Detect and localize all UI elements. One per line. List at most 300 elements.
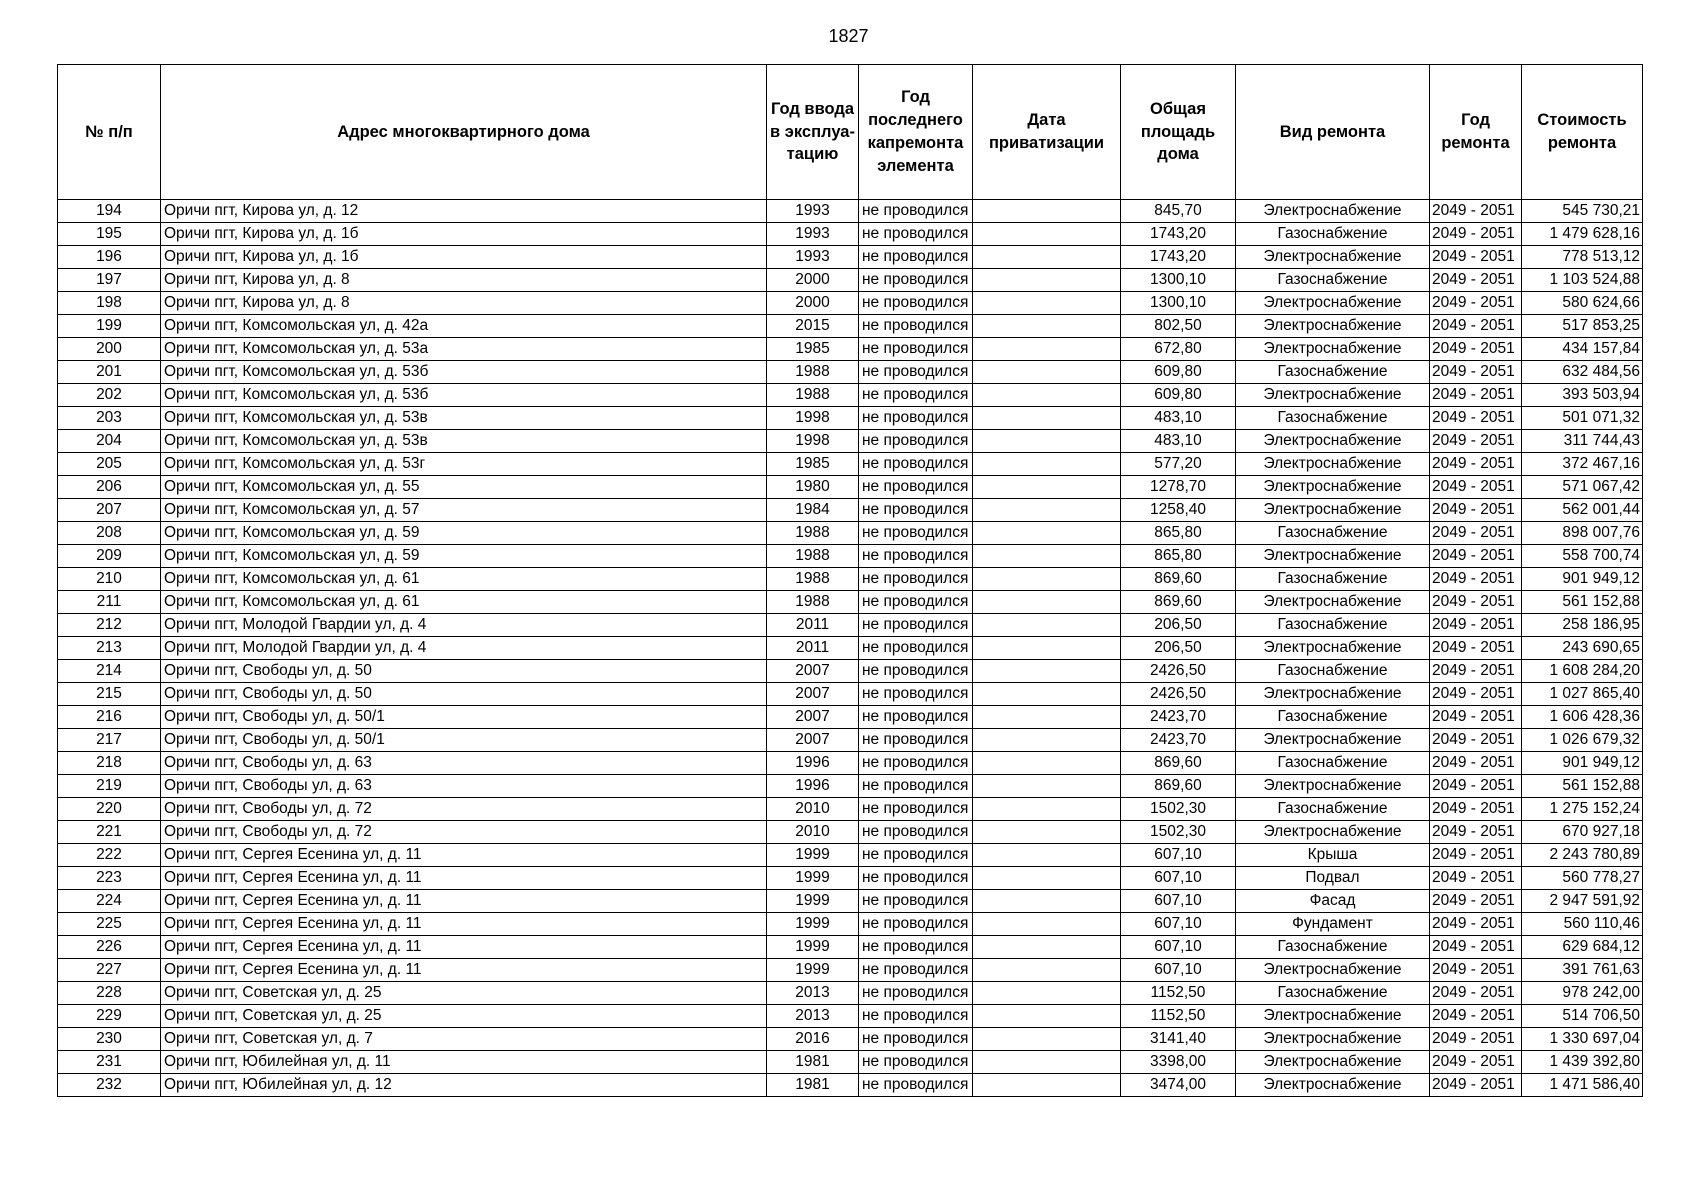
- cell-num: 197: [58, 269, 161, 292]
- cell-repair-type: Электроснабжение: [1236, 499, 1430, 522]
- page-number: 1827: [828, 26, 869, 46]
- cell-repair-type: Электроснабжение: [1236, 384, 1430, 407]
- table-row: [58, 315, 1643, 338]
- cell-address: Оричи пгт, Советская ул, д. 25: [161, 982, 767, 1005]
- cell-year-built: 1999: [767, 844, 859, 867]
- cell-repair-period: 2049 - 2051: [1430, 292, 1522, 315]
- cell-privatization: [973, 982, 1121, 1005]
- cell-repair-period: 2049 - 2051: [1430, 246, 1522, 269]
- cell-area: 607,10: [1121, 867, 1236, 890]
- cell-last-repair: не проводился: [859, 223, 973, 246]
- cell-area: 3474,00: [1121, 1074, 1236, 1097]
- table-row: [58, 614, 1643, 637]
- cell-cost: 372 467,16: [1522, 453, 1643, 476]
- cell-repair-period: 2049 - 2051: [1430, 476, 1522, 499]
- cell-area: 3141,40: [1121, 1028, 1236, 1051]
- cell-year-built: 1999: [767, 936, 859, 959]
- cell-repair-type: Электроснабжение: [1236, 775, 1430, 798]
- cell-area: 607,10: [1121, 913, 1236, 936]
- cell-repair-type: Газоснабжение: [1236, 269, 1430, 292]
- table-row: [58, 292, 1643, 315]
- cell-year-built: 1996: [767, 775, 859, 798]
- cell-last-repair: не проводился: [859, 545, 973, 568]
- cell-repair-period: 2049 - 2051: [1430, 821, 1522, 844]
- cell-year-built: 2000: [767, 269, 859, 292]
- table-row: [58, 982, 1643, 1005]
- cell-num: 228: [58, 982, 161, 1005]
- cell-num: 214: [58, 660, 161, 683]
- cell-num: 211: [58, 591, 161, 614]
- cell-address: Оричи пгт, Комсомольская ул, д. 42а: [161, 315, 767, 338]
- cell-area: 1258,40: [1121, 499, 1236, 522]
- cell-address: Оричи пгт, Кирова ул, д. 8: [161, 269, 767, 292]
- table-row: [58, 453, 1643, 476]
- cell-repair-type: Газоснабжение: [1236, 568, 1430, 591]
- cell-privatization: [973, 959, 1121, 982]
- cell-cost: 1 275 152,24: [1522, 798, 1643, 821]
- cell-num: 202: [58, 384, 161, 407]
- cell-cost: 629 684,12: [1522, 936, 1643, 959]
- cell-cost: 898 007,76: [1522, 522, 1643, 545]
- cell-area: 2423,70: [1121, 706, 1236, 729]
- cell-num: 208: [58, 522, 161, 545]
- cell-num: 225: [58, 913, 161, 936]
- cell-year-built: 1980: [767, 476, 859, 499]
- cell-address: Оричи пгт, Комсомольская ул, д. 61: [161, 568, 767, 591]
- cell-area: 672,80: [1121, 338, 1236, 361]
- cell-repair-period: 2049 - 2051: [1430, 1005, 1522, 1028]
- cell-privatization: [973, 936, 1121, 959]
- cell-year-built: 1985: [767, 338, 859, 361]
- table-row: [58, 890, 1643, 913]
- cell-area: 607,10: [1121, 890, 1236, 913]
- cell-privatization: [973, 545, 1121, 568]
- cell-cost: 2 243 780,89: [1522, 844, 1643, 867]
- cell-privatization: [973, 292, 1121, 315]
- cell-year-built: 2007: [767, 683, 859, 706]
- cell-address: Оричи пгт, Комсомольская ул, д. 61: [161, 591, 767, 614]
- cell-address: Оричи пгт, Комсомольская ул, д. 53г: [161, 453, 767, 476]
- table-row: [58, 683, 1643, 706]
- cell-privatization: [973, 200, 1121, 223]
- cell-area: 865,80: [1121, 522, 1236, 545]
- cell-cost: 1 479 628,16: [1522, 223, 1643, 246]
- cell-address: Оричи пгт, Комсомольская ул, д. 53б: [161, 361, 767, 384]
- cell-cost: 1 026 679,32: [1522, 729, 1643, 752]
- cell-repair-type: Электроснабжение: [1236, 476, 1430, 499]
- cell-privatization: [973, 821, 1121, 844]
- cell-num: 205: [58, 453, 161, 476]
- cell-repair-period: 2049 - 2051: [1430, 683, 1522, 706]
- cell-last-repair: не проводился: [859, 775, 973, 798]
- cell-repair-type: Электроснабжение: [1236, 959, 1430, 982]
- table-row: [58, 338, 1643, 361]
- cell-repair-period: 2049 - 2051: [1430, 338, 1522, 361]
- cell-repair-period: 2049 - 2051: [1430, 384, 1522, 407]
- cell-repair-period: 2049 - 2051: [1430, 936, 1522, 959]
- cell-repair-period: 2049 - 2051: [1430, 982, 1522, 1005]
- cell-repair-type: Фундамент: [1236, 913, 1430, 936]
- cell-area: 1300,10: [1121, 269, 1236, 292]
- repair-schedule-table: [57, 64, 1643, 1097]
- cell-repair-type: Газоснабжение: [1236, 798, 1430, 821]
- table-row: [58, 1074, 1643, 1097]
- cell-cost: 2 947 591,92: [1522, 890, 1643, 913]
- cell-repair-period: 2049 - 2051: [1430, 706, 1522, 729]
- cell-area: 577,20: [1121, 453, 1236, 476]
- cell-area: 865,80: [1121, 545, 1236, 568]
- cell-address: Оричи пгт, Юбилейная ул, д. 12: [161, 1074, 767, 1097]
- cell-address: Оричи пгт, Свободы ул, д. 50: [161, 660, 767, 683]
- table-row: [58, 568, 1643, 591]
- cell-privatization: [973, 1074, 1121, 1097]
- cell-last-repair: не проводился: [859, 453, 973, 476]
- cell-year-built: 2007: [767, 706, 859, 729]
- table-row: [58, 223, 1643, 246]
- cell-address: Оричи пгт, Кирова ул, д. 1б: [161, 246, 767, 269]
- cell-repair-type: Электроснабжение: [1236, 430, 1430, 453]
- cell-cost: 1 608 284,20: [1522, 660, 1643, 683]
- cell-num: 213: [58, 637, 161, 660]
- cell-privatization: [973, 361, 1121, 384]
- cell-cost: 243 690,65: [1522, 637, 1643, 660]
- col-header-area: Общая площадь дома: [1121, 65, 1236, 200]
- cell-area: 607,10: [1121, 936, 1236, 959]
- cell-year-built: 1998: [767, 407, 859, 430]
- cell-address: Оричи пгт, Кирова ул, д. 1б: [161, 223, 767, 246]
- cell-cost: 901 949,12: [1522, 752, 1643, 775]
- cell-repair-type: Электроснабжение: [1236, 1074, 1430, 1097]
- cell-area: 2423,70: [1121, 729, 1236, 752]
- cell-num: 212: [58, 614, 161, 637]
- cell-year-built: 2007: [767, 660, 859, 683]
- cell-last-repair: не проводился: [859, 1051, 973, 1074]
- cell-last-repair: не проводился: [859, 913, 973, 936]
- table-row: [58, 959, 1643, 982]
- cell-cost: 978 242,00: [1522, 982, 1643, 1005]
- cell-address: Оричи пгт, Сергея Есенина ул, д. 11: [161, 867, 767, 890]
- table-row: [58, 476, 1643, 499]
- cell-repair-period: 2049 - 2051: [1430, 269, 1522, 292]
- cell-repair-period: 2049 - 2051: [1430, 660, 1522, 683]
- cell-repair-type: Газоснабжение: [1236, 361, 1430, 384]
- cell-last-repair: не проводился: [859, 936, 973, 959]
- cell-last-repair: не проводился: [859, 867, 973, 890]
- cell-cost: 901 949,12: [1522, 568, 1643, 591]
- cell-address: Оричи пгт, Советская ул, д. 7: [161, 1028, 767, 1051]
- cell-num: 215: [58, 683, 161, 706]
- table-row: [58, 775, 1643, 798]
- cell-cost: 670 927,18: [1522, 821, 1643, 844]
- cell-cost: 561 152,88: [1522, 775, 1643, 798]
- cell-address: Оричи пгт, Сергея Есенина ул, д. 11: [161, 913, 767, 936]
- cell-last-repair: не проводился: [859, 1005, 973, 1028]
- cell-repair-period: 2049 - 2051: [1430, 200, 1522, 223]
- cell-year-built: 1988: [767, 591, 859, 614]
- cell-repair-type: Электроснабжение: [1236, 338, 1430, 361]
- cell-area: 206,50: [1121, 614, 1236, 637]
- table-row: [58, 522, 1643, 545]
- cell-cost: 1 330 697,04: [1522, 1028, 1643, 1051]
- cell-address: Оричи пгт, Сергея Есенина ул, д. 11: [161, 844, 767, 867]
- cell-cost: 580 624,66: [1522, 292, 1643, 315]
- cell-repair-period: 2049 - 2051: [1430, 1074, 1522, 1097]
- cell-repair-period: 2049 - 2051: [1430, 752, 1522, 775]
- cell-privatization: [973, 614, 1121, 637]
- cell-address: Оричи пгт, Комсомольская ул, д. 53а: [161, 338, 767, 361]
- cell-year-built: 1993: [767, 223, 859, 246]
- cell-privatization: [973, 568, 1121, 591]
- cell-cost: 571 067,42: [1522, 476, 1643, 499]
- cell-num: 219: [58, 775, 161, 798]
- cell-address: Оричи пгт, Сергея Есенина ул, д. 11: [161, 959, 767, 982]
- cell-privatization: [973, 1005, 1121, 1028]
- cell-num: 229: [58, 1005, 161, 1028]
- cell-address: Оричи пгт, Комсомольская ул, д. 53в: [161, 407, 767, 430]
- cell-num: 210: [58, 568, 161, 591]
- table-row: [58, 407, 1643, 430]
- cell-repair-type: Крыша: [1236, 844, 1430, 867]
- cell-last-repair: не проводился: [859, 890, 973, 913]
- cell-area: 869,60: [1121, 752, 1236, 775]
- cell-year-built: 1984: [767, 499, 859, 522]
- cell-privatization: [973, 752, 1121, 775]
- cell-year-built: 1993: [767, 200, 859, 223]
- cell-num: 223: [58, 867, 161, 890]
- cell-area: 483,10: [1121, 407, 1236, 430]
- table-row: [58, 821, 1643, 844]
- cell-num: 216: [58, 706, 161, 729]
- cell-num: 194: [58, 200, 161, 223]
- table-row: [58, 660, 1643, 683]
- cell-area: 3398,00: [1121, 1051, 1236, 1074]
- cell-repair-type: Электроснабжение: [1236, 683, 1430, 706]
- cell-last-repair: не проводился: [859, 361, 973, 384]
- cell-cost: 778 513,12: [1522, 246, 1643, 269]
- cell-num: 207: [58, 499, 161, 522]
- cell-area: 869,60: [1121, 591, 1236, 614]
- cell-privatization: [973, 499, 1121, 522]
- cell-cost: 561 152,88: [1522, 591, 1643, 614]
- cell-address: Оричи пгт, Советская ул, д. 25: [161, 1005, 767, 1028]
- cell-repair-period: 2049 - 2051: [1430, 453, 1522, 476]
- table-row: [58, 269, 1643, 292]
- cell-privatization: [973, 798, 1121, 821]
- cell-repair-period: 2049 - 2051: [1430, 798, 1522, 821]
- col-header-num: № п/п: [58, 65, 161, 200]
- cell-repair-period: 2049 - 2051: [1430, 361, 1522, 384]
- cell-last-repair: не проводился: [859, 660, 973, 683]
- cell-last-repair: не проводился: [859, 1028, 973, 1051]
- table-row: [58, 200, 1643, 223]
- col-header-privatization: Дата приватизации: [973, 65, 1121, 200]
- cell-address: Оричи пгт, Комсомольская ул, д. 59: [161, 522, 767, 545]
- table-row: [58, 1028, 1643, 1051]
- cell-year-built: 1985: [767, 453, 859, 476]
- cell-num: 231: [58, 1051, 161, 1074]
- cell-cost: 1 439 392,80: [1522, 1051, 1643, 1074]
- cell-year-built: 2010: [767, 821, 859, 844]
- cell-privatization: [973, 706, 1121, 729]
- cell-num: 204: [58, 430, 161, 453]
- cell-year-built: 1988: [767, 384, 859, 407]
- cell-area: 1502,30: [1121, 821, 1236, 844]
- table-row: [58, 384, 1643, 407]
- cell-area: 607,10: [1121, 959, 1236, 982]
- cell-last-repair: не проводился: [859, 982, 973, 1005]
- cell-privatization: [973, 867, 1121, 890]
- cell-address: Оричи пгт, Сергея Есенина ул, д. 11: [161, 936, 767, 959]
- cell-cost: 434 157,84: [1522, 338, 1643, 361]
- cell-area: 607,10: [1121, 844, 1236, 867]
- cell-repair-type: Электроснабжение: [1236, 292, 1430, 315]
- cell-address: Оричи пгт, Свободы ул, д. 72: [161, 821, 767, 844]
- table-header-row: [58, 65, 1643, 200]
- cell-num: 200: [58, 338, 161, 361]
- table-row: [58, 936, 1643, 959]
- cell-address: Оричи пгт, Кирова ул, д. 12: [161, 200, 767, 223]
- cell-repair-type: Газоснабжение: [1236, 936, 1430, 959]
- cell-cost: 558 700,74: [1522, 545, 1643, 568]
- cell-privatization: [973, 407, 1121, 430]
- cell-address: Оричи пгт, Комсомольская ул, д. 59: [161, 545, 767, 568]
- cell-cost: 1 027 865,40: [1522, 683, 1643, 706]
- cell-address: Оричи пгт, Свободы ул, д. 63: [161, 775, 767, 798]
- table-row: [58, 844, 1643, 867]
- cell-repair-type: Газоснабжение: [1236, 660, 1430, 683]
- cell-last-repair: не проводился: [859, 591, 973, 614]
- table-row: [58, 913, 1643, 936]
- cell-repair-period: 2049 - 2051: [1430, 729, 1522, 752]
- cell-num: 230: [58, 1028, 161, 1051]
- cell-area: 845,70: [1121, 200, 1236, 223]
- cell-num: 232: [58, 1074, 161, 1097]
- cell-repair-type: Электроснабжение: [1236, 315, 1430, 338]
- cell-num: 227: [58, 959, 161, 982]
- cell-privatization: [973, 338, 1121, 361]
- cell-privatization: [973, 775, 1121, 798]
- cell-repair-type: Газоснабжение: [1236, 706, 1430, 729]
- col-header-repair-type: Вид ремонта: [1236, 65, 1430, 200]
- cell-last-repair: не проводился: [859, 315, 973, 338]
- cell-year-built: 1988: [767, 568, 859, 591]
- col-header-address: Адрес многоквартирного дома: [161, 65, 767, 200]
- cell-cost: 393 503,94: [1522, 384, 1643, 407]
- cell-num: 203: [58, 407, 161, 430]
- cell-year-built: 1999: [767, 959, 859, 982]
- cell-privatization: [973, 591, 1121, 614]
- cell-privatization: [973, 476, 1121, 499]
- cell-num: 217: [58, 729, 161, 752]
- cell-repair-type: Газоснабжение: [1236, 522, 1430, 545]
- cell-address: Оричи пгт, Молодой Гвардии ул, д. 4: [161, 614, 767, 637]
- cell-repair-type: Электроснабжение: [1236, 729, 1430, 752]
- cell-address: Оричи пгт, Комсомольская ул, д. 53в: [161, 430, 767, 453]
- cell-repair-period: 2049 - 2051: [1430, 614, 1522, 637]
- cell-year-built: 1981: [767, 1074, 859, 1097]
- cell-repair-type: Электроснабжение: [1236, 1005, 1430, 1028]
- cell-repair-type: Электроснабжение: [1236, 821, 1430, 844]
- cell-repair-period: 2049 - 2051: [1430, 407, 1522, 430]
- cell-area: 2426,50: [1121, 683, 1236, 706]
- cell-year-built: 1998: [767, 430, 859, 453]
- table-row: [58, 499, 1643, 522]
- cell-area: 1502,30: [1121, 798, 1236, 821]
- cell-repair-period: 2049 - 2051: [1430, 1028, 1522, 1051]
- cell-num: 220: [58, 798, 161, 821]
- cell-num: 196: [58, 246, 161, 269]
- cell-year-built: 2013: [767, 982, 859, 1005]
- cell-cost: 391 761,63: [1522, 959, 1643, 982]
- table-row: [58, 430, 1643, 453]
- cell-repair-type: Газоснабжение: [1236, 752, 1430, 775]
- cell-year-built: 1988: [767, 545, 859, 568]
- cell-last-repair: не проводился: [859, 637, 973, 660]
- cell-privatization: [973, 269, 1121, 292]
- table-row: [58, 361, 1643, 384]
- cell-year-built: 1993: [767, 246, 859, 269]
- cell-cost: 1 103 524,88: [1522, 269, 1643, 292]
- cell-repair-type: Газоснабжение: [1236, 982, 1430, 1005]
- cell-last-repair: не проводился: [859, 844, 973, 867]
- cell-last-repair: не проводился: [859, 1074, 973, 1097]
- cell-area: 2426,50: [1121, 660, 1236, 683]
- cell-privatization: [973, 660, 1121, 683]
- cell-last-repair: не проводился: [859, 683, 973, 706]
- cell-address: Оричи пгт, Свободы ул, д. 72: [161, 798, 767, 821]
- cell-year-built: 2011: [767, 614, 859, 637]
- cell-year-built: 2013: [767, 1005, 859, 1028]
- table-row: [58, 729, 1643, 752]
- cell-repair-type: Электроснабжение: [1236, 200, 1430, 223]
- cell-year-built: 1999: [767, 867, 859, 890]
- cell-last-repair: не проводился: [859, 522, 973, 545]
- cell-area: 1300,10: [1121, 292, 1236, 315]
- cell-year-built: 2015: [767, 315, 859, 338]
- cell-last-repair: не проводился: [859, 338, 973, 361]
- cell-year-built: 2007: [767, 729, 859, 752]
- cell-privatization: [973, 384, 1121, 407]
- cell-cost: 1 606 428,36: [1522, 706, 1643, 729]
- cell-last-repair: не проводился: [859, 959, 973, 982]
- table-row: [58, 798, 1643, 821]
- cell-address: Оричи пгт, Юбилейная ул, д. 11: [161, 1051, 767, 1074]
- cell-repair-type: Электроснабжение: [1236, 637, 1430, 660]
- cell-cost: 562 001,44: [1522, 499, 1643, 522]
- cell-area: 1743,20: [1121, 223, 1236, 246]
- cell-last-repair: не проводился: [859, 752, 973, 775]
- cell-num: 206: [58, 476, 161, 499]
- cell-cost: 545 730,21: [1522, 200, 1643, 223]
- col-header-cost: Стоимость ремонта: [1522, 65, 1643, 200]
- table-row: [58, 752, 1643, 775]
- cell-area: 869,60: [1121, 568, 1236, 591]
- cell-privatization: [973, 844, 1121, 867]
- cell-repair-period: 2049 - 2051: [1430, 913, 1522, 936]
- col-header-last-repair: Год последнего капремонта элемента: [859, 65, 973, 200]
- cell-cost: 514 706,50: [1522, 1005, 1643, 1028]
- cell-last-repair: не проводился: [859, 384, 973, 407]
- cell-num: 222: [58, 844, 161, 867]
- cell-area: 1278,70: [1121, 476, 1236, 499]
- cell-area: 869,60: [1121, 775, 1236, 798]
- cell-num: 209: [58, 545, 161, 568]
- cell-num: 221: [58, 821, 161, 844]
- cell-privatization: [973, 522, 1121, 545]
- cell-repair-period: 2049 - 2051: [1430, 637, 1522, 660]
- cell-address: Оричи пгт, Кирова ул, д. 8: [161, 292, 767, 315]
- cell-area: 1152,50: [1121, 1005, 1236, 1028]
